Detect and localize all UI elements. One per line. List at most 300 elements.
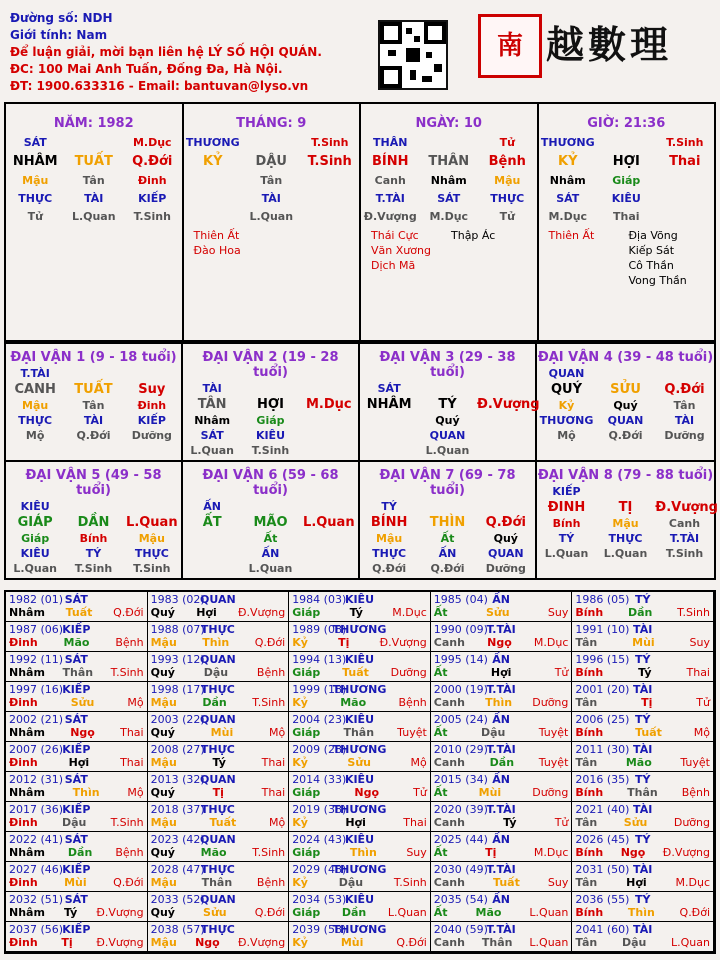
cell — [477, 444, 535, 457]
year-label: 1995 (14) — [433, 653, 488, 666]
year-row — [292, 666, 427, 679]
cell: ẤT — [202, 515, 222, 530]
year-label: 1990 (09) — [433, 623, 488, 636]
year-god: SÁT — [64, 833, 88, 846]
year-cell[interactable] — [572, 862, 714, 892]
year-label: 2032 (51) — [9, 893, 64, 906]
year-label: 2001 (20) — [575, 683, 630, 696]
year-stage: Mộ — [268, 816, 286, 829]
year-row — [151, 906, 286, 919]
cell: Quý — [613, 399, 638, 412]
cell — [301, 192, 359, 205]
cell: Nhâm — [549, 174, 586, 187]
cell: HỢI — [612, 154, 640, 169]
year-stage: L.Quan — [529, 906, 569, 919]
year-god: TÝ — [634, 593, 651, 606]
cell: T.Sinh — [133, 562, 171, 575]
cell: THỰC — [490, 192, 525, 205]
year-god: THỰC — [200, 803, 235, 816]
cell: QUAN — [429, 429, 466, 442]
cell — [184, 210, 242, 223]
year-cell[interactable] — [148, 892, 290, 922]
year-branch: Mùi — [210, 726, 234, 739]
cell: Đinh — [137, 174, 167, 187]
year-cell[interactable] — [6, 682, 148, 712]
year-stem: Kỷ — [292, 816, 308, 829]
year-branch: Ngọ — [620, 846, 646, 859]
dai-van-5[interactable] — [6, 460, 183, 578]
year-god: KIÊU — [344, 593, 375, 606]
year-stem: Giáp — [292, 726, 321, 739]
year-cell[interactable] — [6, 622, 148, 652]
header-info — [10, 10, 322, 95]
year-god: TÀI — [633, 863, 653, 876]
pillar-1 — [184, 104, 362, 340]
year-row — [9, 666, 144, 679]
year-god: THƯƠNG — [332, 623, 387, 636]
year-stage: Q.Đới — [254, 636, 286, 649]
cell: Đ.Vượng — [655, 500, 718, 515]
year-stage: Thai — [686, 666, 710, 679]
cell: Đ.Vượng — [476, 397, 540, 412]
cell: TÀI — [202, 382, 222, 395]
cell — [184, 192, 242, 205]
row-r1 — [360, 382, 535, 395]
year-god: KIẾP — [62, 743, 91, 756]
pillar-3 — [539, 104, 715, 340]
year-row — [575, 786, 710, 799]
cell: SÁT — [377, 382, 401, 395]
row-r4 — [537, 414, 714, 427]
year-label: 1989 (08) — [292, 623, 347, 636]
year-cell[interactable] — [289, 682, 431, 712]
year-label: 2038 (57) — [150, 923, 205, 936]
row-r4 — [6, 547, 181, 560]
year-god: TÀI — [633, 743, 653, 756]
year-label: 1982 (01) — [9, 593, 64, 606]
year-stem: Mậu — [150, 816, 177, 829]
year-cell[interactable] — [148, 682, 290, 712]
pillar-stars-2: Thập Ác — [451, 229, 496, 242]
year-god: SÁT — [64, 893, 88, 906]
cell — [655, 485, 713, 498]
year-cell[interactable] — [289, 832, 431, 862]
year-cell[interactable] — [289, 862, 431, 892]
row-r3 — [360, 414, 535, 427]
year-row — [575, 606, 710, 619]
dai-van-8[interactable] — [537, 460, 718, 578]
year-stage: Bệnh — [256, 666, 286, 679]
year-god: ẤN — [492, 893, 510, 906]
dai-van-title: ĐẠI VẬN 3 (29 - 38 tuổi) — [379, 350, 516, 380]
year-god: KIẾP — [62, 923, 91, 936]
year-row — [292, 636, 427, 649]
year-god: QUAN — [200, 773, 236, 786]
year-stage: M.Dục — [392, 606, 427, 619]
year-label: 2005 (24) — [433, 713, 488, 726]
cell — [123, 367, 181, 380]
year-cell[interactable] — [6, 802, 148, 832]
year-god: TÝ — [634, 893, 651, 906]
year-cell[interactable] — [289, 742, 431, 772]
year-branch: Sửu — [347, 756, 372, 769]
year-stage: Mộ — [693, 726, 710, 739]
year-stage: Q.Đới — [113, 606, 144, 619]
year-stage: Thai — [120, 756, 144, 769]
year-cell[interactable] — [289, 652, 431, 682]
year-row — [434, 786, 569, 799]
year-stage: Tuyệt — [538, 756, 569, 769]
year-cell[interactable] — [289, 622, 431, 652]
year-cell[interactable] — [431, 622, 573, 652]
year-stem: Canh — [433, 816, 465, 829]
year-stage: Tử — [554, 666, 569, 679]
year-stem: Tân — [575, 936, 598, 949]
year-cell[interactable] — [148, 742, 290, 772]
year-cell[interactable] — [431, 742, 573, 772]
cell: T.Sinh — [74, 562, 113, 575]
year-branch: Tị — [212, 786, 224, 799]
year-stem: Tân — [575, 756, 598, 769]
year-branch: Sửu — [485, 606, 510, 619]
cell: THƯƠNG — [540, 136, 595, 149]
year-cell[interactable] — [431, 862, 573, 892]
year-stage: T.Sinh — [252, 846, 286, 859]
cell: Q.Đới — [664, 382, 705, 397]
row-r2 — [539, 154, 715, 169]
cell — [184, 174, 242, 187]
year-cell[interactable] — [431, 652, 573, 682]
dai-van-2[interactable] — [183, 342, 360, 460]
cell: Q.Đới — [76, 429, 111, 442]
year-stage: M.Dục — [533, 846, 569, 859]
cell: Nhâm — [194, 414, 231, 427]
row-r2 — [183, 515, 358, 530]
year-label: 2023 (42) — [150, 833, 205, 846]
year-label: 2009 (28) — [292, 743, 347, 756]
row-r4 — [361, 192, 537, 205]
year-cell[interactable] — [572, 922, 714, 952]
year-stem: Nhâm — [9, 726, 45, 739]
dai-van-4[interactable] — [537, 342, 714, 460]
cell: Mậu — [138, 532, 165, 545]
year-branch: Tý — [349, 606, 363, 619]
cell: T.TÀI — [669, 532, 700, 545]
year-row — [575, 726, 710, 739]
row-r5 — [183, 562, 358, 575]
year-cell[interactable] — [431, 712, 573, 742]
year-stem: Bính — [575, 846, 604, 859]
year-god: TÝ — [634, 833, 651, 846]
year-row — [575, 756, 710, 769]
year-branch: Mão — [340, 696, 367, 709]
row-r4 — [360, 547, 535, 560]
year-branch: Tuất — [65, 606, 93, 619]
cell: Suy — [138, 382, 166, 397]
cell: TÀI — [84, 192, 104, 205]
year-god: THỰC — [200, 923, 235, 936]
dai-van-7[interactable] — [360, 460, 537, 578]
year-cell[interactable] — [572, 592, 714, 622]
year-row — [292, 606, 427, 619]
cell — [655, 367, 713, 380]
year-branch: Thân — [343, 726, 375, 739]
year-branch: Mùi — [632, 636, 655, 649]
cell: Quý — [493, 532, 518, 545]
cell — [656, 192, 714, 205]
year-god: SÁT — [64, 713, 88, 726]
year-cell[interactable] — [572, 892, 714, 922]
year-label: 1988 (07) — [150, 623, 205, 636]
row-r3 — [184, 174, 360, 187]
year-cell[interactable] — [148, 592, 290, 622]
year-cell[interactable] — [431, 832, 573, 862]
year-cell[interactable] — [572, 802, 714, 832]
year-stem: Canh — [433, 936, 465, 949]
year-cell[interactable] — [572, 772, 714, 802]
year-row — [292, 726, 427, 739]
year-cell[interactable] — [148, 712, 290, 742]
year-stage: Tử — [413, 786, 427, 799]
year-branch: Thìn — [627, 906, 655, 919]
year-stem: Canh — [433, 876, 465, 889]
year-label: 1991 (10) — [575, 623, 630, 636]
year-stage: L.Quan — [387, 906, 427, 919]
cell — [183, 562, 241, 575]
year-cell[interactable] — [6, 862, 148, 892]
year-cell[interactable] — [289, 772, 431, 802]
cell — [596, 367, 654, 380]
year-stem: Bính — [575, 786, 604, 799]
year-stage: Đ.Vượng — [237, 606, 286, 619]
year-cell[interactable] — [431, 772, 573, 802]
year-label: 2013 (32) — [150, 773, 205, 786]
year-stage: Q.Đới — [254, 906, 286, 919]
year-stem: Nhâm — [9, 666, 45, 679]
year-stem: Giáp — [292, 666, 321, 679]
cell: M.Dục — [429, 210, 469, 223]
row-r1 — [537, 367, 714, 380]
cell — [300, 429, 358, 442]
year-god: QUAN — [200, 833, 236, 846]
year-cell[interactable] — [289, 712, 431, 742]
dai-van-6[interactable] — [183, 460, 360, 578]
cell: TỊ — [618, 500, 633, 515]
year-god: QUAN — [200, 893, 236, 906]
year-branch: Thân — [627, 786, 658, 799]
cell: THƯƠNG — [185, 136, 240, 149]
year-cell[interactable] — [431, 802, 573, 832]
year-cell[interactable] — [6, 652, 148, 682]
year-branch: Dần — [202, 696, 227, 709]
cell — [656, 174, 714, 187]
year-stem: Đinh — [9, 696, 38, 709]
row-r4 — [183, 547, 358, 560]
cell — [65, 500, 123, 513]
cell — [656, 210, 714, 223]
year-stage: Suy — [547, 876, 569, 889]
year-row — [434, 756, 569, 769]
year-stage: Mộ — [410, 756, 427, 769]
year-god: QUAN — [200, 653, 236, 666]
year-stage: T.Sinh — [110, 666, 144, 679]
year-god: SÁT — [64, 653, 88, 666]
year-cell[interactable] — [431, 892, 573, 922]
year-branch: Thìn — [202, 636, 230, 649]
year-cell[interactable] — [289, 922, 431, 952]
year-stem: Nhâm — [9, 606, 45, 619]
row-r5 — [537, 547, 714, 560]
year-label: 2002 (21) — [9, 713, 64, 726]
year-cell[interactable] — [431, 682, 573, 712]
year-god: THƯƠNG — [332, 683, 387, 696]
year-row — [575, 846, 710, 859]
row-r5 — [6, 210, 182, 223]
year-cell[interactable] — [431, 922, 573, 952]
cell: Mậu — [22, 399, 49, 412]
year-stage: Q.Đới — [679, 906, 710, 919]
year-cell[interactable] — [572, 682, 714, 712]
year-branch: Thìn — [72, 786, 100, 799]
year-cell[interactable] — [6, 712, 148, 742]
year-cell[interactable] — [6, 592, 148, 622]
cell: L.Quan — [425, 444, 470, 457]
cell: THỰC — [18, 192, 53, 205]
year-cell[interactable] — [148, 922, 290, 952]
year-label: 2004 (23) — [292, 713, 347, 726]
year-stage: Tuyệt — [397, 726, 427, 739]
cell — [65, 136, 123, 149]
cell: Giáp — [612, 174, 641, 187]
cell — [420, 136, 478, 149]
year-cell[interactable] — [572, 622, 714, 652]
cell: KIÊU — [20, 500, 50, 513]
year-cell[interactable] — [6, 892, 148, 922]
year-branch: Ngọ — [487, 636, 512, 649]
year-branch: Ngọ — [195, 936, 220, 949]
year-stem: Mậu — [150, 756, 177, 769]
row-r1 — [183, 382, 358, 395]
cell: Dưỡng — [485, 562, 526, 575]
qr-code-icon[interactable] — [378, 20, 448, 90]
year-stage: Q.Đới — [396, 936, 427, 949]
cell: L.Quan — [71, 210, 116, 223]
year-cell[interactable] — [148, 622, 290, 652]
dai-van-1[interactable] — [6, 342, 183, 460]
year-cell[interactable] — [289, 592, 431, 622]
year-row — [9, 606, 144, 619]
year-row — [9, 726, 144, 739]
year-stem: Canh — [433, 756, 465, 769]
cell: T.TÀI — [375, 192, 405, 205]
year-stage: T.Sinh — [393, 876, 427, 889]
year-row — [9, 756, 144, 769]
year-cell[interactable] — [148, 652, 290, 682]
cell — [360, 429, 418, 442]
year-god: TÀI — [633, 923, 653, 936]
cell: KIẾP — [137, 414, 166, 427]
year-god: TÀI — [633, 803, 653, 816]
year-stem: Bính — [575, 666, 604, 679]
row-r5 — [539, 210, 715, 223]
year-stage: Suy — [689, 636, 710, 649]
year-branch: Tị — [485, 846, 497, 859]
year-stem: Ất — [433, 906, 448, 919]
cell: Quý — [435, 414, 460, 427]
cell: MÃO — [253, 515, 288, 530]
row-r5 — [184, 210, 360, 223]
row-r5 — [6, 562, 181, 575]
cell: T.Sinh — [666, 136, 704, 149]
year-cell[interactable] — [6, 922, 148, 952]
year-cell[interactable] — [148, 802, 290, 832]
cell: SỬU — [610, 382, 641, 397]
year-stem: Giáp — [292, 606, 321, 619]
year-row — [575, 906, 710, 919]
pillar-title: THÁNG: 9 — [236, 116, 307, 131]
year-branch: Dần — [341, 906, 367, 919]
cell: L.Quan — [544, 547, 589, 560]
year-cell[interactable] — [148, 772, 290, 802]
year-stem: Đinh — [9, 876, 38, 889]
year-god: THƯƠNG — [332, 743, 387, 756]
year-cell[interactable] — [6, 772, 148, 802]
row-r1 — [360, 500, 535, 513]
year-row — [292, 936, 427, 949]
year-stem: Kỷ — [292, 876, 308, 889]
year-branch: Dần — [627, 606, 653, 619]
cell: KIẾP — [138, 192, 167, 205]
year-row — [575, 816, 710, 829]
cell — [65, 367, 123, 380]
row-r4 — [6, 192, 182, 205]
year-stage: Suy — [406, 846, 427, 859]
year-cell[interactable] — [572, 712, 714, 742]
year-cell[interactable] — [289, 892, 431, 922]
year-label: 2024 (43) — [292, 833, 347, 846]
year-cell[interactable] — [572, 832, 714, 862]
year-cell[interactable] — [289, 802, 431, 832]
year-branch: Tý — [638, 666, 652, 679]
contact-line-3[interactable]: ĐT: 1900.633316 - Email: bantuvan@lyso.vn — [10, 79, 309, 93]
year-stem: Quý — [150, 666, 175, 679]
cell — [477, 414, 535, 427]
year-cell[interactable] — [148, 832, 290, 862]
cell: L.Quan — [603, 547, 648, 560]
year-stem: Bính — [575, 606, 604, 619]
year-branch: Mùi — [64, 876, 87, 889]
year-cell[interactable] — [572, 742, 714, 772]
year-cell[interactable] — [148, 862, 290, 892]
year-stem: Tân — [575, 636, 598, 649]
year-stem: Quý — [150, 726, 175, 739]
year-god: KIÊU — [344, 773, 375, 786]
year-cell[interactable] — [6, 742, 148, 772]
cell — [300, 547, 358, 560]
year-cell[interactable] — [431, 592, 573, 622]
dai-van-title: ĐẠI VẬN 6 (59 - 68 tuổi) — [202, 468, 339, 498]
year-branch: Hợi — [345, 816, 366, 829]
year-cell[interactable] — [6, 832, 148, 862]
year-god: TÀI — [633, 623, 653, 636]
cell: L.Quan — [303, 515, 355, 530]
dai-van-3[interactable] — [360, 342, 540, 460]
year-stem: Nhâm — [9, 786, 45, 799]
year-label: 1997 (16) — [9, 683, 64, 696]
duong-so: Đường số: NDH — [10, 11, 113, 25]
year-stem: Canh — [433, 636, 465, 649]
year-cell[interactable] — [572, 652, 714, 682]
